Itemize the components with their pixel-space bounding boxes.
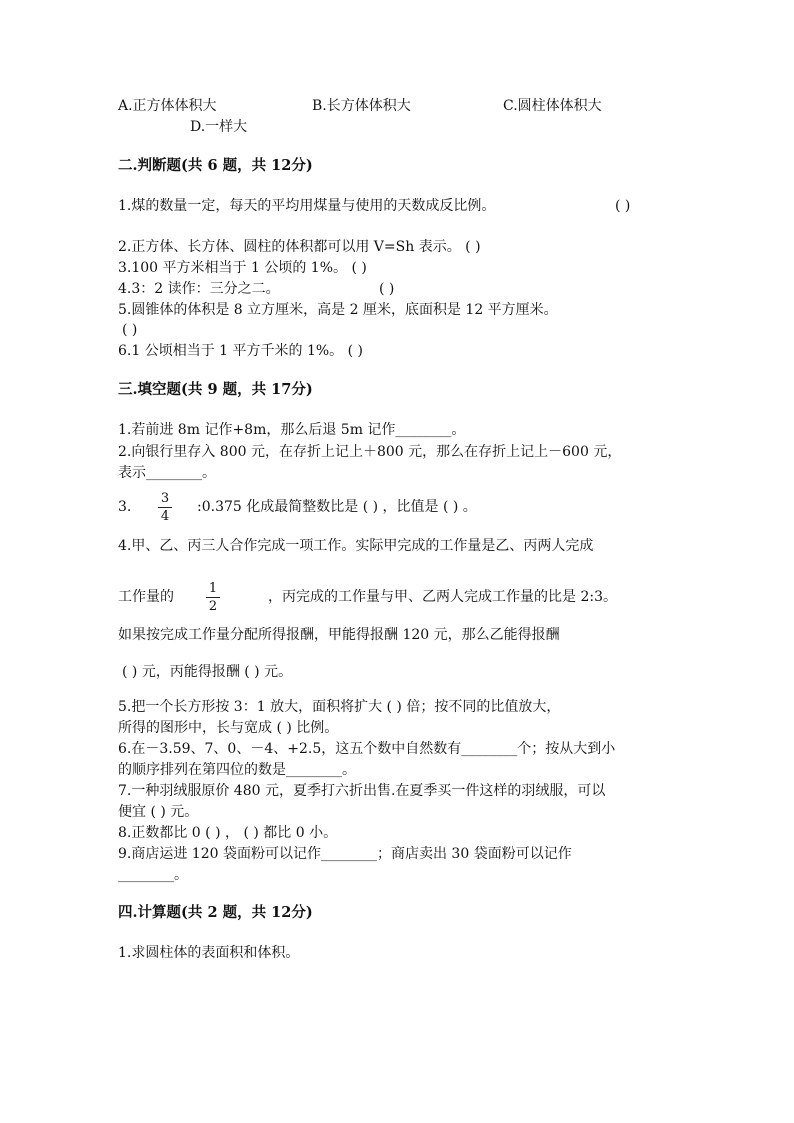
- section-title-calculation: 四.计算题(共 2 题，共 12分): [118, 904, 313, 921]
- section-title-judgement: 二.判断题(共 6 题，共 12分): [118, 157, 313, 174]
- fill-q3-text: :0.375 化成最简整数比是 ( ) ，比值是 ( ) 。: [197, 499, 477, 515]
- fill-q4-line3: 如果按完成工作量分配所得报酬，甲能得报酬 120 元，那么乙能得报酬: [118, 627, 560, 643]
- calc-q1: 1.求圆柱体的表面积和体积。: [118, 945, 300, 961]
- fill-q3-number: 3.: [118, 499, 132, 515]
- fraction-denominator: 2: [208, 599, 218, 614]
- fill-q1: 1.若前进 8m 记作+8m，那么后退 5m 记作________。: [118, 422, 466, 438]
- fill-q7-line1: 7.一种羽绒服原价 480 元，夏季打六折出售.在夏季买一件这样的羽绒服，可以: [118, 783, 606, 799]
- judgement-q4-answer: ( ): [379, 281, 395, 297]
- section-title-fill: 三.填空题(共 9 题，共 17分): [118, 381, 313, 398]
- fill-q4-line2-post: ，丙完成的工作量与甲、乙两人完成工作量的比是 2:3。: [268, 589, 617, 605]
- fill-q8: 8.正数都比 0 ( ) ， ( ) 都比 0 小。: [118, 825, 338, 841]
- choice-b: B.长方体体积大: [312, 98, 411, 114]
- judgement-q1-answer: ( ): [615, 198, 631, 214]
- judgement-q4: 4.3：2 读作：三分之二。: [118, 281, 280, 297]
- fraction-numerator: 1: [208, 581, 218, 596]
- choice-d: D.一样大: [190, 119, 248, 135]
- fill-q2-line2: 表示________。: [118, 465, 216, 481]
- fill-q9-line2: ________。: [118, 867, 188, 883]
- fill-q9-line1: 9.商店运进 120 袋面粉可以记作________；商店卖出 30 袋面粉可以记作: [118, 846, 572, 862]
- fill-q2-line1: 2.向银行里存入 800 元，在存折上记上＋800 元，那么在存折上记上－600 元，: [118, 444, 622, 460]
- choice-c: C.圆柱体体积大: [503, 98, 602, 114]
- fill-q6-line1: 6.在－3.59、7、0、－4、+2.5，这五个数中自然数有________个；按从大到小: [118, 741, 616, 757]
- fill-q4-line4: ( ) 元，丙能得报酬 ( ) 元。: [122, 664, 293, 680]
- fill-q7-line2: 便宜 ( ) 元。: [118, 804, 199, 820]
- judgement-q3: 3.100 平方米相当于 1 公顷的 1%。 ( ): [118, 260, 367, 276]
- fill-q5-line2: 所得的图形中，长与宽成 ( ) 比例。: [118, 720, 339, 736]
- fill-q6-line2: 的顺序排列在第四位的数是________。: [118, 762, 356, 778]
- judgement-q5-answer: ( ): [122, 322, 138, 338]
- fraction-denominator: 4: [160, 509, 170, 524]
- fill-q4-line1: 4.甲、乙、丙三人合作完成一项工作。实际甲完成的工作量是乙、丙两人完成: [118, 538, 594, 554]
- fraction-numerator: 3: [160, 491, 170, 506]
- judgement-q1: 1.煤的数量一定，每天的平均用煤量与使用的天数成反比例。: [118, 198, 496, 214]
- judgement-q6: 6.1 公顷相当于 1 平方千米的 1%。 ( ): [118, 343, 364, 359]
- fill-q4-line2-pre: 工作量的: [118, 589, 174, 605]
- judgement-q2: 2.正方体、长方体、圆柱的体积都可以用 V=Sh 表示。 ( ): [118, 239, 481, 255]
- fill-q5-line1: 5.把一个长方形按 3：1 放大，面积将扩大 ( ) 倍；按不同的比值放大，: [118, 699, 561, 715]
- fraction-one-half: [205, 581, 221, 614]
- choice-a: A.正方体体积大: [118, 98, 217, 114]
- fraction-three-quarters: [157, 491, 173, 524]
- judgement-q5: 5.圆锥体的体积是 8 立方厘米，高是 2 厘米，底面积是 12 平方厘米。: [118, 302, 558, 318]
